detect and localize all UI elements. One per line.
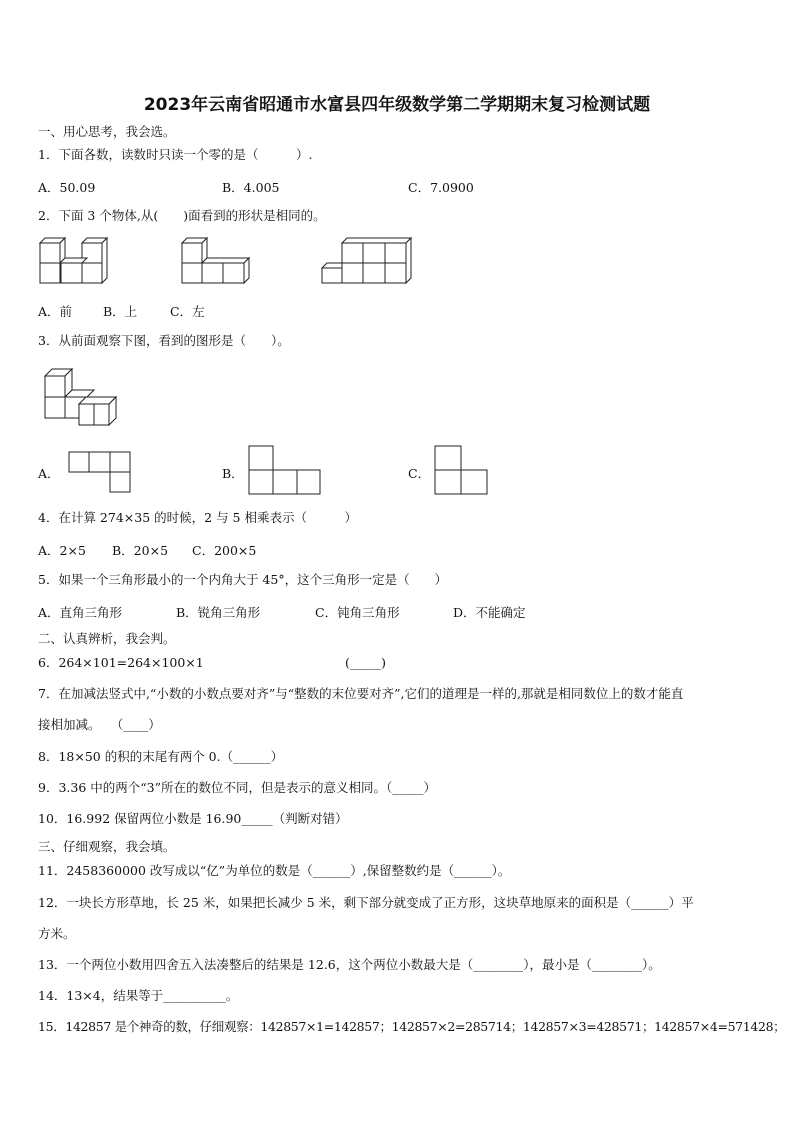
- question-14: 14．13×4，结果等于__________。: [38, 988, 239, 1003]
- q5-option-b: B．锐角三角形: [176, 605, 261, 620]
- question-5: 5．如果一个三角形最小的一个内角大于 45°，这个三角形一定是（ ）: [38, 572, 448, 587]
- section-heading-choice: 一、用心思考，我会选。: [38, 124, 176, 139]
- q3-option-c-figure: [434, 445, 490, 497]
- question-9: 9．3.36 中的两个“3”所在的数位不同，但是表示的意义相同。（_____）: [38, 780, 436, 795]
- page-title: 2023年云南省昭通市水富县四年级数学第二学期期末复习检测试题: [143, 95, 651, 115]
- q5-option-a: A．直角三角形: [38, 605, 123, 620]
- q4-option-a: A．2×5: [38, 543, 86, 558]
- q2-object-1: [38, 235, 116, 291]
- q3-option-b-figure: [248, 445, 322, 497]
- question-7-line-1: 7．在加减法竖式中,“小数的小数点要对齐”与“整数的末位要对齐”,它们的道理是一样的,那就是相同数位上的数才能直: [38, 686, 684, 701]
- question-3: 3．从前面观察下图，看到的图形是（ ）。: [38, 333, 290, 348]
- q1-option-a: A．50.09: [38, 180, 96, 195]
- q5-option-d: D．不能确定: [453, 605, 526, 620]
- q5-option-c: C．钝角三角形: [315, 605, 400, 620]
- question-10: 10．16.992 保留两位小数是 16.90_____（判断对错）: [38, 811, 348, 826]
- question-15: 15．142857 是个神奇的数，仔细观察：142857×1=142857；142857×2=285714；142857×3=428571；142857×4=571428；: [38, 1019, 786, 1034]
- q3-object: [42, 366, 122, 430]
- q1-option-c: C．7.0900: [408, 180, 474, 195]
- q6-answer-blank: (_____): [345, 655, 387, 670]
- q3-option-c: C．: [408, 466, 431, 481]
- question-8: 8．18×50 的积的末尾有两个 0.（______）: [38, 749, 284, 764]
- question-13: 13．一个两位小数用四舍五入法凑整后的结果是 12.6，这个两位小数最大是（________），最小是（________）。: [38, 957, 661, 972]
- q1-option-b: B．4.005: [222, 180, 280, 195]
- question-12-line-2: 方米。: [38, 926, 76, 941]
- question-11: 11．2458360000 改写成以“亿”为单位的数是（______）,保留整数约是（______）。: [38, 863, 511, 878]
- section-heading-fill: 三、仔细观察，我会填。: [38, 839, 176, 854]
- q2-object-2: [180, 235, 254, 291]
- question-6: 6．264×101=264×100×1: [38, 655, 204, 670]
- q3-option-b: B．: [222, 466, 244, 481]
- q4-option-c: C．200×5: [192, 543, 257, 558]
- question-1: 1．下面各数，读数时只读一个零的是（ ）.: [38, 147, 313, 162]
- q2-option-b: B．上: [103, 304, 138, 319]
- section-heading-judge: 二、认真辨析，我会判。: [38, 631, 176, 646]
- q2-object-3: [320, 235, 414, 291]
- question-12-line-1: 12．一块长方形草地，长 25 米，如果把长减少 5 米，剩下部分就变成了正方形，这块草地原来的面积是（______）平: [38, 895, 694, 910]
- q4-option-b: B．20×5: [112, 543, 169, 558]
- question-7-line-2: 接相加减。 （____）: [38, 717, 161, 732]
- q3-option-a: A．: [38, 466, 60, 481]
- question-4: 4．在计算 274×35 的时候，2 与 5 相乘表示（ ）: [38, 510, 357, 525]
- q2-option-c: C．左: [170, 304, 205, 319]
- q3-option-a-figure: [68, 451, 132, 495]
- q2-option-a: A．前: [38, 304, 73, 319]
- question-2: 2．下面 3 个物体,从( )面看到的形状是相同的。: [38, 208, 326, 223]
